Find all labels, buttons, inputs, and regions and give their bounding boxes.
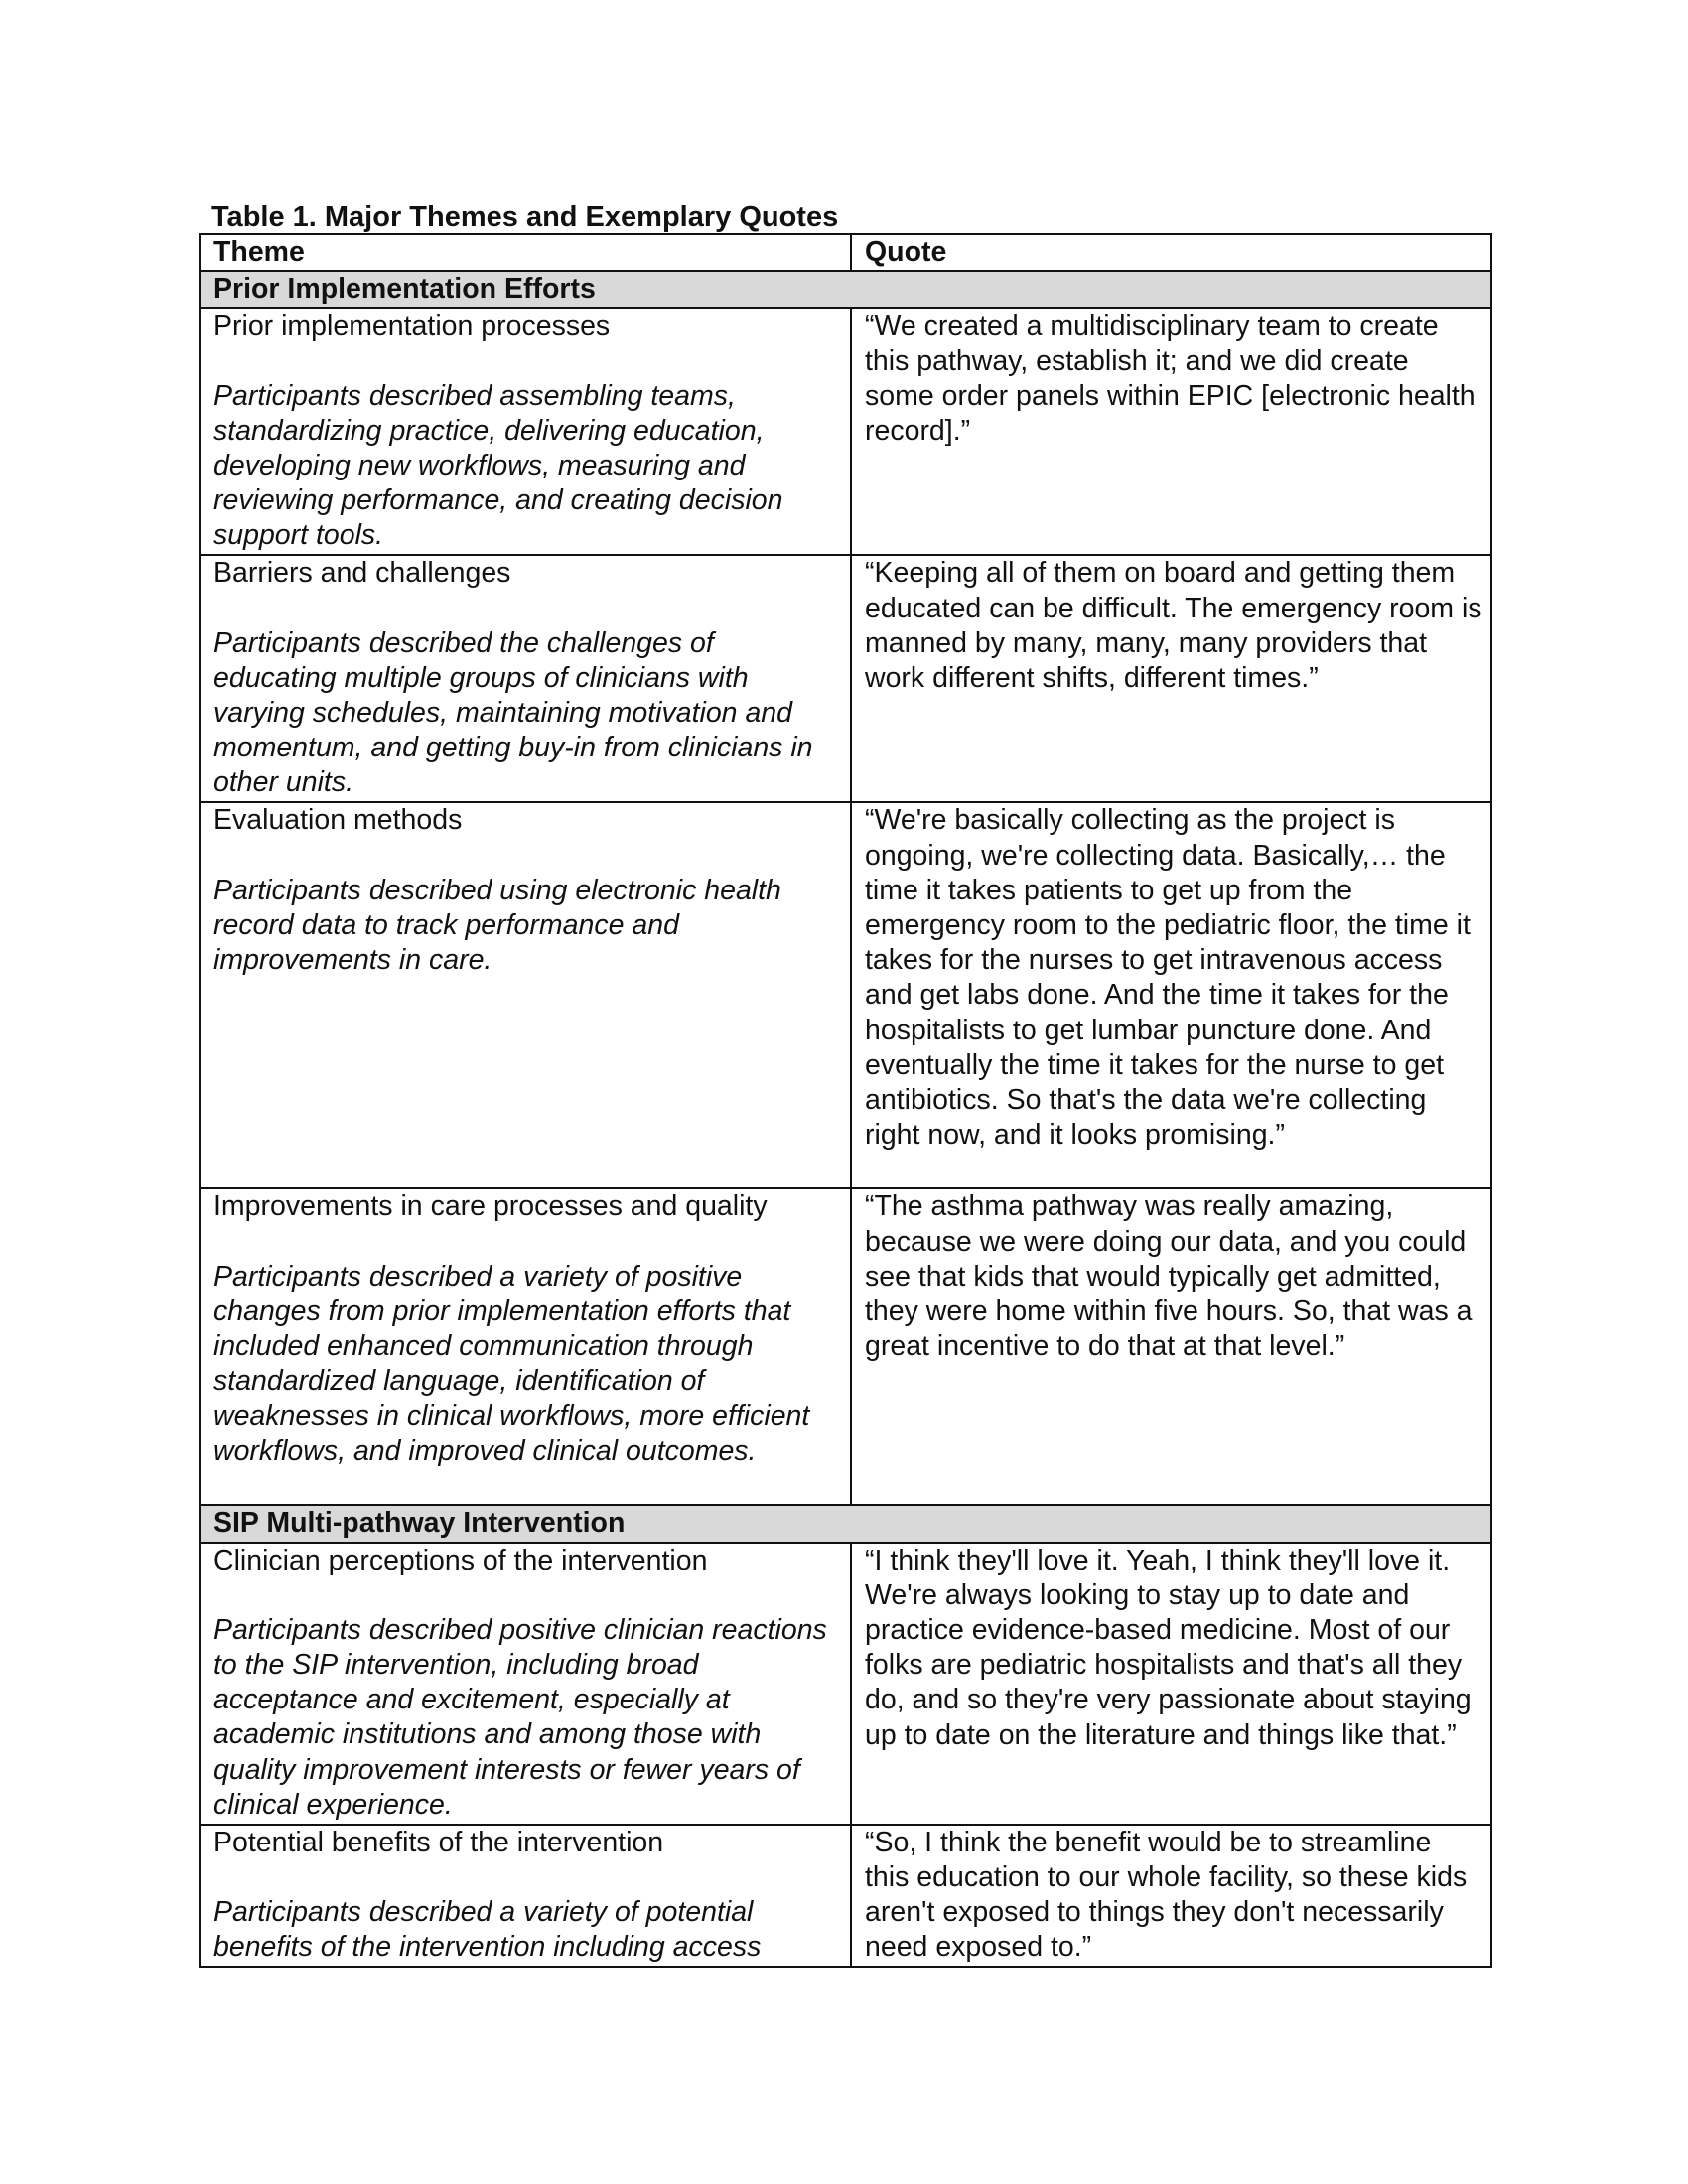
theme-description: Participants described a variety of potential benefits of the intervention including access: [213, 1895, 762, 1964]
theme-cell: [200, 1825, 851, 1967]
theme-cell: [200, 802, 851, 1188]
table-row: [200, 1543, 1491, 1825]
quote-cell: [851, 555, 1491, 802]
theme-title: Prior implementation processes: [213, 310, 611, 342]
section-row: [200, 271, 1491, 308]
theme-description: Participants described assembling teams, standardizing practice, delivering education, developing new workflows, measuring and reviewing performance, and creating decision support tools.: [213, 379, 783, 552]
quote-cell: [851, 308, 1491, 555]
theme-column-header: Theme: [200, 234, 851, 271]
table-caption: Table 1. Major Themes and Exemplary Quotes: [211, 202, 839, 233]
theme-title: Barriers and challenges: [213, 557, 511, 590]
theme-cell: [200, 308, 851, 555]
quote-text: “I think they'll love it. Yeah, I think they'll love it. We're always looking to stay up to date and practice evidence-based medicine. Most of our folks are pediatric hospitalists and that's all they do, and so they're very passionate about staying up to date on the literature and things like that.”: [865, 1544, 1472, 1751]
quote-text: “We're basically collecting as the project is ongoing, we're collecting data. Basically,… the time it takes patients to get up from the emergency room to the pediatric floor, the time it takes for the nurses to get intravenous access and get labs done. And the time it takes for the hospitalists to get lumbar puncture done. And eventually the time it takes for the nurse to get antibiotics. So that's the data we're collecting right now, and it looks promising.”: [865, 804, 1471, 1152]
theme-title: Improvements in care processes and quality: [213, 1190, 768, 1223]
theme-title: Potential benefits of the intervention: [213, 1826, 664, 1858]
quote-cell: [851, 802, 1491, 1188]
quote-text: “The asthma pathway was really amazing, because we were doing our data, and you could see that kids that would typically get admitted, they were home within five hours. So, that was a great incentive to do that at that level.”: [865, 1190, 1473, 1363]
theme-description: Participants described positive clinician reactions to the SIP intervention, including broad acceptance and excitement, especially at academic institutions and among those with quality improvement interests or fewer years of clinical experience.: [213, 1613, 827, 1821]
quote-text: “Keeping all of them on board and getting them educated can be difficult. The emergency room is manned by many, many, many providers that work different shifts, different times.”: [865, 557, 1482, 695]
quote-text: “So, I think the benefit would be to streamline this education to our whole facility, so these kids aren't exposed to things they don't necessarily need exposed to.”: [865, 1826, 1468, 1964]
section-title: SIP Multi-pathway Intervention: [200, 1505, 1491, 1542]
theme-description: Participants described the challenges of educating multiple groups of clinicians with varying schedules, maintaining motivation and momentum, and getting buy-in from clinicians in other units.: [213, 626, 813, 799]
quote-column-header: Quote: [851, 234, 1491, 271]
table-row: [200, 555, 1491, 802]
table-row: [200, 1188, 1491, 1505]
quote-cell: [851, 1188, 1491, 1505]
theme-cell: [200, 1188, 851, 1505]
section-row: [200, 1505, 1491, 1542]
theme-cell: [200, 555, 851, 802]
theme-description: Participants described a variety of positive changes from prior implementation efforts that included enhanced communication through standardized language, identification of weaknesses in clinical workflows, more efficient workflows, and improved clinical outcomes.: [213, 1260, 810, 1467]
theme-cell: [200, 1543, 851, 1825]
quote-text: “We created a multidisciplinary team to create this pathway, establish it; and we did create some order panels within EPIC [electronic health record].”: [865, 310, 1476, 448]
table-row: [200, 1825, 1491, 1967]
theme-title: Clinician perceptions of the intervention: [213, 1544, 708, 1576]
table-row: [200, 802, 1491, 1188]
table-row: [200, 308, 1491, 555]
header-row: [200, 234, 1491, 271]
theme-title: Evaluation methods: [213, 804, 463, 837]
theme-description: Participants described using electronic health record data to track performance and improvements in care.: [213, 874, 781, 977]
quote-cell: [851, 1543, 1491, 1825]
section-title: Prior Implementation Efforts: [200, 271, 1491, 308]
quote-cell: [851, 1825, 1491, 1967]
themes-quotes-table: [199, 233, 1492, 1968]
